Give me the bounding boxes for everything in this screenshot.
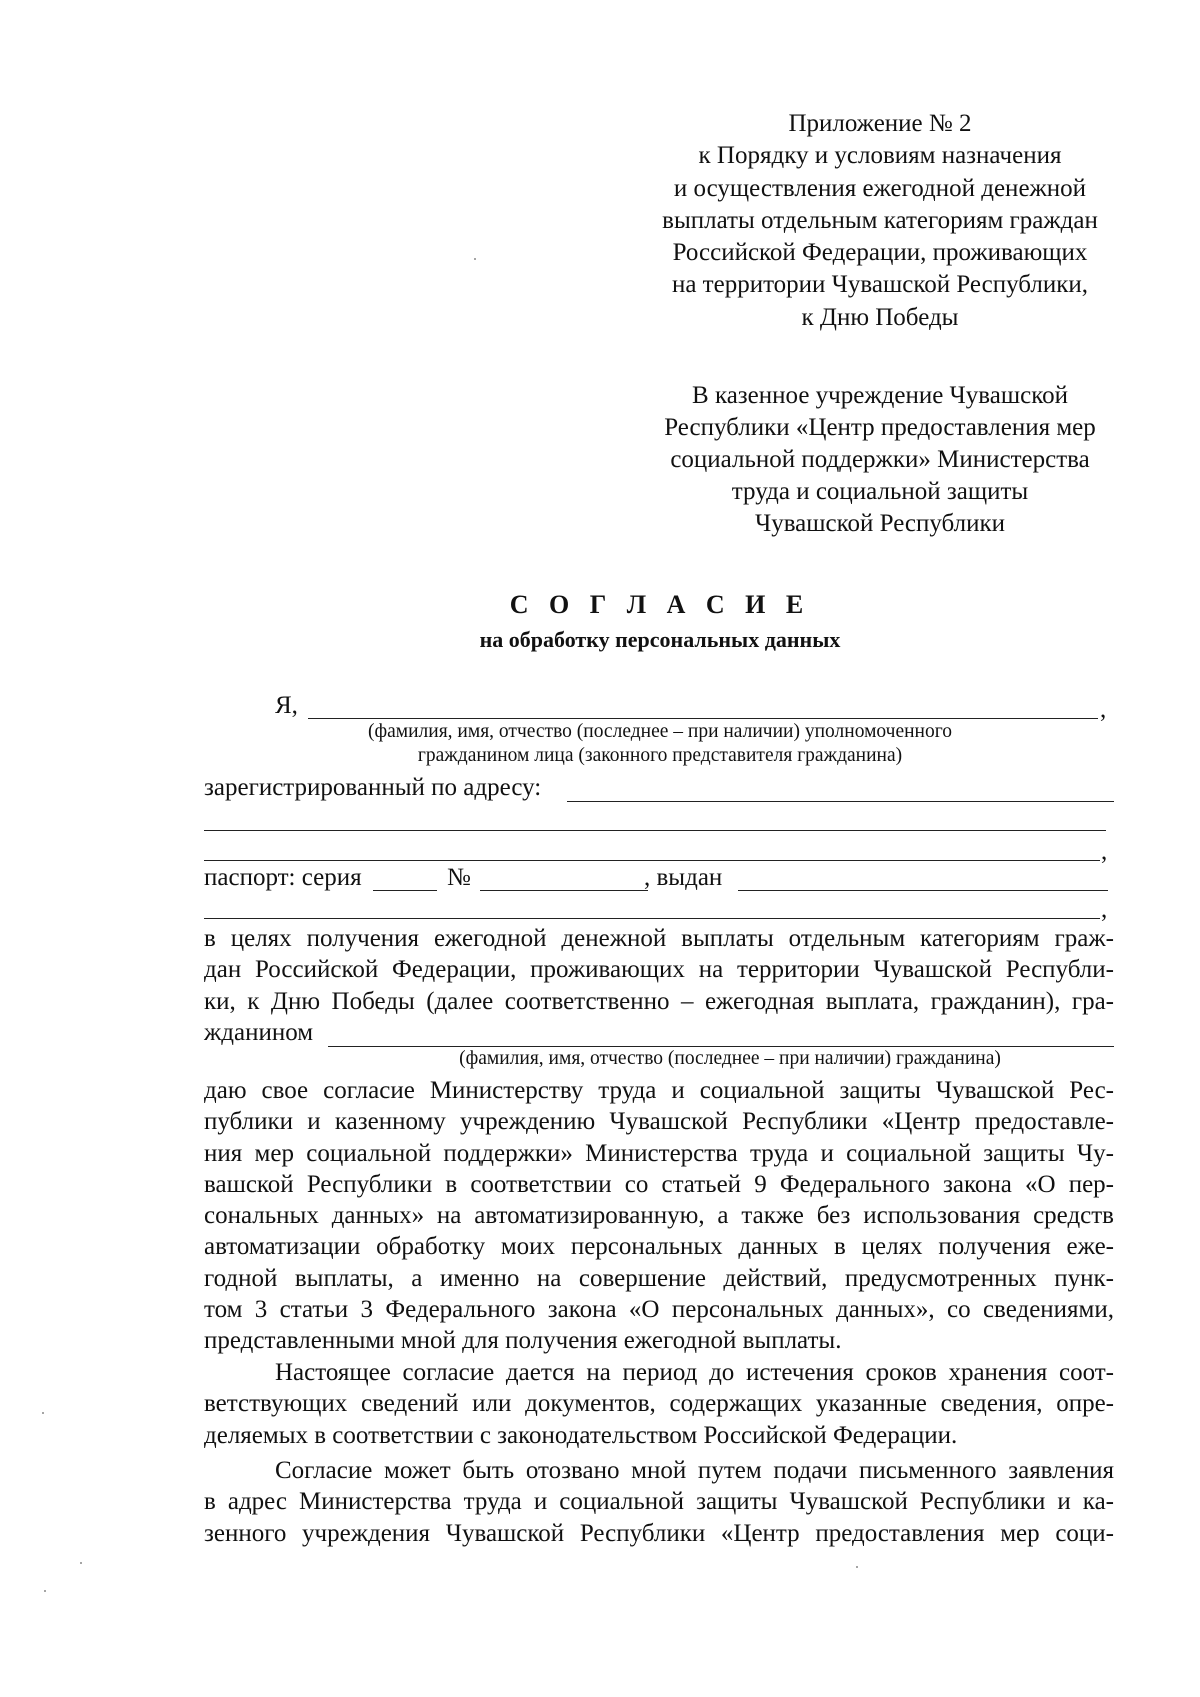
paragraph-line: дан Российской Федерации, проживающих на территории Чувашской Республи- [204,956,1114,984]
comma: , [1100,696,1107,723]
passport-number-field[interactable] [480,890,648,891]
representative-caption: (фамилия, имя, отчество (последнее – при наличии) уполномоченного [367,721,953,742]
paragraph-line: в целях получения ежегодной денежной выплаты отдельным категориям граж- [204,925,1114,952]
paragraph-line: жданином [204,1018,314,1046]
citizen-caption: (фамилия, имя, отчество (последнее – при наличии) гражданина) [459,1048,1001,1069]
paragraph-line: Согласие может быть отозвано мной путем подачи письменного заявления [275,1457,1114,1484]
consent-paragraph [204,1075,1114,1357]
addressee-block [640,380,1120,540]
annex-line: и осуществления ежегодной денежной [673,174,1087,202]
annex-line: к Дню Победы [801,303,959,331]
paragraph-line: вашской Республики в соответствии со статьей 9 Федерального закона «О пер- [204,1170,1114,1198]
addressee-line: Чувашской Республики [754,510,1006,537]
comma: , [1101,896,1108,923]
annex-line: Приложение № 2 [788,110,972,137]
scan-speck [42,1412,44,1414]
comma: , [1101,838,1108,865]
citizen-name-field[interactable] [328,1046,1114,1047]
passport-number-label: № [447,864,471,891]
passport-issued-field[interactable] [738,890,1108,891]
addressee-line: труда и социальной защиты [731,478,1029,505]
address-field-line-3[interactable] [204,860,1100,861]
addressee-line: социальной поддержки» Министерства [670,446,1090,473]
paragraph-line: даю свое согласие Министерству труда и социальной защиты Чувашской Рес- [204,1077,1114,1104]
scan-speck [44,1590,46,1592]
passport-series-label: паспорт: серия [204,864,362,891]
scan-speck [474,258,476,260]
document-subtitle: на обработку персональных данных [479,627,841,652]
annex-line: выплаты отдельным категориям граждан [662,206,1098,234]
paragraph-line: публики и казенному учреждению Чувашской Республики «Центр предоставле- [204,1108,1114,1136]
period-paragraph [204,1357,1114,1451]
passport-issued-label: , выдан [644,864,723,891]
scan-speck [80,1562,82,1564]
purpose-paragraph [204,923,1114,1048]
annex-line: Российской Федерации, проживающих [672,239,1088,267]
annex-line: на территории Чувашской Республики, [671,271,1089,299]
paragraph-line: ветствующих сведений или документов, содержащих указанные сведения, опре- [204,1390,1114,1418]
representative-caption: гражданином лица (законного представителя гражданина) [417,745,903,766]
representative-name-field[interactable] [308,718,1098,719]
scan-speck [856,1566,858,1568]
passport-issued-field-line-2[interactable] [204,918,1100,919]
paragraph-line: в адрес Министерства труда и социальной защиты Чувашской Республики и ка- [204,1488,1114,1516]
paragraph-line: ния мер социальной поддержки» Министерства труда и социальной защиты Чу- [204,1139,1114,1167]
paragraph-line: годной выплаты, а именно на совершение действий, предусмотренных пунк- [204,1264,1114,1292]
paragraph-line: ки, к Дню Победы (далее соответственно – ежегодная выплата, гражданин), гра- [204,987,1114,1015]
revocation-paragraph [204,1455,1114,1549]
document-title: С О Г Л А С И Е [509,590,811,619]
annex-line: к Порядку и условиям назначения [698,142,1062,170]
paragraph-line: том 3 статьи 3 Федерального закона «О персональных данных», со сведениями, [204,1296,1114,1324]
paragraph-line: автоматизации обработку моих персональных данных в целях получения еже- [204,1233,1114,1261]
paragraph-line: Настоящее согласие дается на период до истечения сроков хранения соот- [275,1359,1114,1386]
paragraph-line: представленными мной для получения ежегодной выплаты. [204,1327,842,1355]
address-field-line-2[interactable] [204,830,1106,831]
address-label: зарегистрированный по адресу: [204,774,542,801]
addressee-line: В казенное учреждение Чувашской [692,382,1068,409]
paragraph-line: деляемых в соответствии с законодательством Российской Федерации. [204,1421,958,1449]
paragraph-line: сональных данных» на автоматизированную, а также без использования средств [204,1202,1114,1230]
annex-header [640,108,1120,334]
i-label: Я, [275,692,298,719]
address-field-line-1[interactable] [567,801,1114,802]
paragraph-line: зенного учреждения Чувашской Республики «Центр предоставления мер соци- [204,1519,1114,1547]
addressee-line: Республики «Центр предоставления мер [664,414,1096,441]
passport-series-field[interactable] [373,890,437,891]
